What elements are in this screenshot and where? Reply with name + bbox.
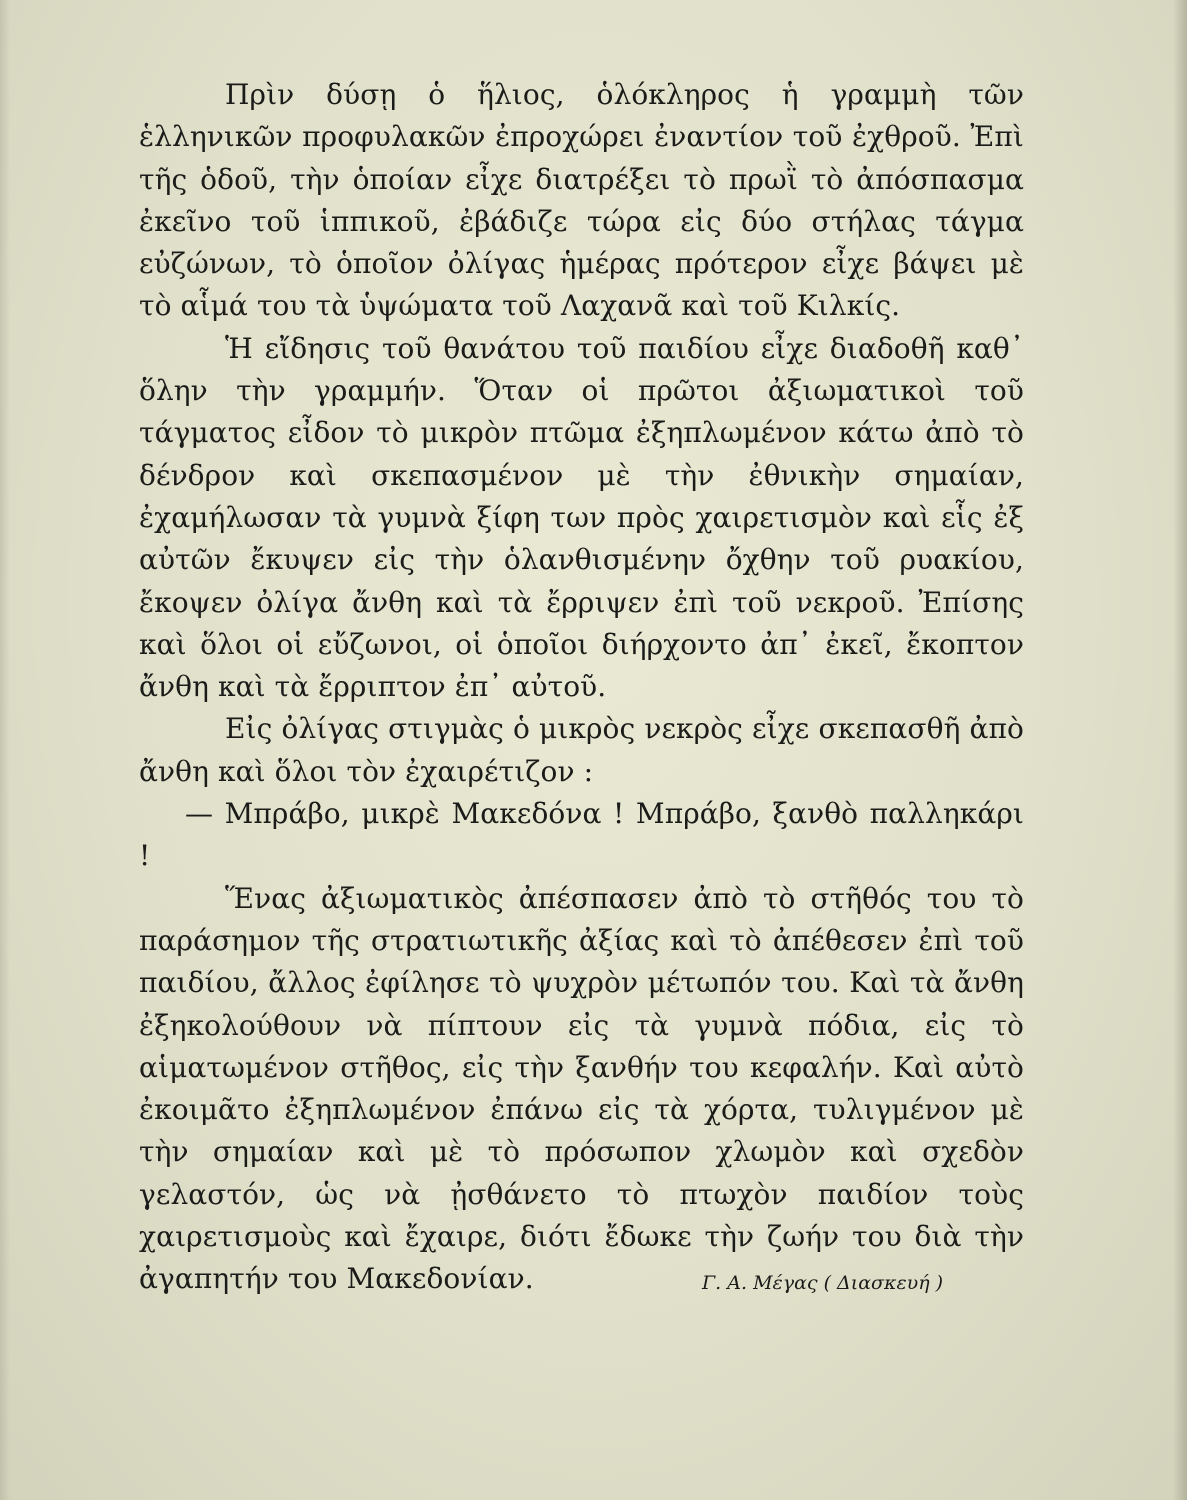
page-right-edge-shadow [1173,0,1187,1500]
body-text [139,74,1024,1301]
author-signature: Γ. Α. Μέγας ( Διασκευή ) [702,1272,944,1294]
paragraph-5: Ἕνας ἀξιωματικὸς ἀπέσπασεν ἀπὸ τὸ στῆθός του τὸ παράσημον τῆς στρατιωτικῆς ἀξίας καὶ τὸ ἀπέθεσεν ἐπὶ τοῦ παιδίου, ἄλλος ἐφίλησε τὸ ψυχρὸν μέτωπόν του. Καὶ τὰ ἄνθη ἐξηκολούθουν νὰ πίπτουν εἰς τὰ γυμνὰ πόδια, εἰς τὸ αἱματωμένον στῆθος, εἰς τὴν ξανθήν του κεφαλήν. Καὶ αὐτὸ ἐκοιμᾶτο ἐξηπλωμένον ἐπάνω εἰς τὰ χόρτα, τυλιγμένον μὲ τὴν σημαίαν καὶ μὲ τὸ πρόσωπον χλωμὸν καὶ σχεδὸν γελαστόν, ὡς νὰ ᾐσθάνετο τὸ πτωχὸν παιδίον τοὺς χαιρετισμοὺς καὶ ἔχαιρε, διότι ἔδωκε τὴν ζωήν του διὰ τὴν ἀγαπητήν του Μακεδονίαν. [139,881,1024,1296]
paragraph-3: Εἰς ὀλίγας στιγμὰς ὁ μικρὸς νεκρὸς εἶχε σκεπασθῆ ἀπὸ ἄνθη καὶ ὅλοι τὸν ἐχαιρέτιζον : [139,712,1024,788]
paragraph-2: Ἡ εἴδησις τοῦ θανάτου τοῦ παιδίου εἶχε διαδοθῆ καθ᾽ ὅλην τὴν γραμμήν. Ὅταν οἱ πρῶτοι ἀξιωματικοὶ τοῦ τάγματος εἶδον τὸ μικρὸν πτῶμα ἐξηπλωμένον κάτω ἀπὸ τὸ δένδρον καὶ σκεπασμένον μὲ τὴν ἐθνικὴν σημαίαν, ἐχαμήλωσαν τὰ γυμνὰ ξίφη των πρὸς χαιρετισμὸν καὶ εἷς ἐξ αὐτῶν ἔκυψεν εἰς τὴν ὁλανθισμένην ὄχθην τοῦ ρυακίου, ἔκοψεν ὀλίγα ἄνθη καὶ τὰ ἔρριψεν ἐπὶ τοῦ νεκροῦ. Ἐπίσης καὶ ὅλοι οἱ εὔζωνοι, οἱ ὁποῖοι διήρχοντο ἀπ᾽ ἐκεῖ, ἔκοπτον ἄνθη καὶ τὰ ἔρριπτον ἐπ᾽ αὐτοῦ. [139,331,1024,704]
paragraph-1: Πρὶν δύσῃ ὁ ἥλιος, ὁλόκληρος ἡ γραμμὴ τῶν ἑλληνικῶν προφυλακῶν ἐπροχώρει ἐναντίον τοῦ ἐχθροῦ. Ἐπὶ τῆς ὁδοῦ, τὴν ὁποίαν εἶχε διατρέξει τὸ πρωῒ τὸ ἀπόσπασμα ἐκεῖνο τοῦ ἱππικοῦ, ἐβάδιζε τώρα εἰς δύο στήλας τάγμα εὐζώνων, τὸ ὁποῖον ὀλίγας ἡμέρας πρότερον εἶχε βάψει μὲ τὸ αἷμά του τὰ ὑψώματα τοῦ Λαχανᾶ καὶ τοῦ Κιλκίς. [139,78,1024,323]
page-left-edge-shadow [0,0,10,1500]
dialogue-line: — Μπράβο, μικρὲ Μακεδόνα ! Μπράβο, ξανθὸ παλληκάρι ! [139,797,1024,873]
